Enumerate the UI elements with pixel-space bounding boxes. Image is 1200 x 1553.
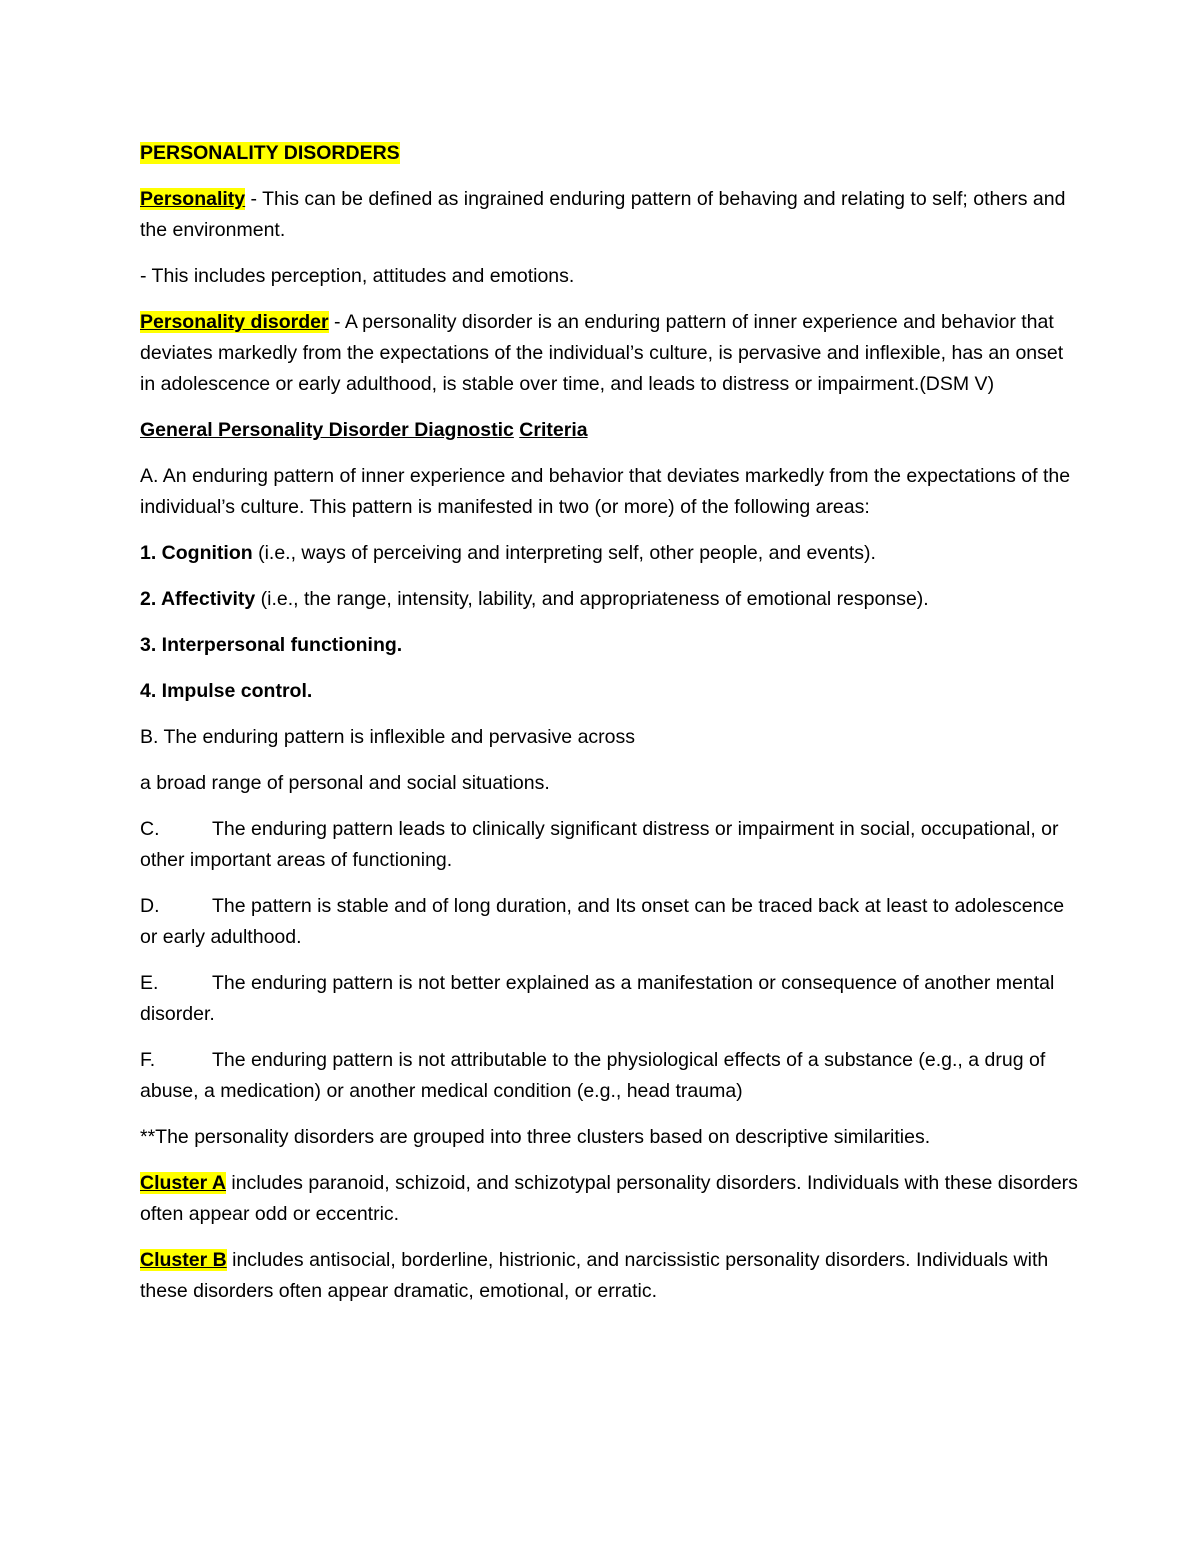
criteria-heading xyxy=(140,415,1080,446)
personality-disorder-definition-text: - A personality disorder is an enduring pattern of inner experience and behavior that deviates markedly from the expectations of the individual’s culture, is pervasive and inflexible, has an onset in adolescence or early adulthood, is stable over time, and leads to distress or impairment.(DSM V) xyxy=(140,311,1064,395)
clusters-intro: **The personality disorders are grouped into three clusters based on descriptive similarities. xyxy=(140,1126,931,1148)
criteria-heading-part1: General Personality Disorder Diagnostic xyxy=(140,419,514,441)
criterion-letter: C. xyxy=(140,818,160,840)
personality-disorder-term: Personality disorder xyxy=(140,311,329,333)
area-label: 2. Affectivity xyxy=(140,588,256,610)
area-text: (i.e., the range, intensity, lability, and appropriateness of emotional response). xyxy=(255,588,929,610)
area-item xyxy=(140,676,1080,707)
criterion-text: The enduring pattern is not better explained as a manifestation or consequence of another mental disorder. xyxy=(140,972,1055,1025)
area-item xyxy=(140,584,1080,615)
personality-disorder-definition xyxy=(140,307,1080,400)
criterion-b-line2: a broad range of personal and social situations. xyxy=(140,772,550,794)
personality-definition xyxy=(140,184,1080,246)
cluster-b-term: Cluster B xyxy=(140,1249,227,1271)
personality-definition-text: - This can be defined as ingrained enduring pattern of behaving and relating to self; others and the environment. xyxy=(140,188,1066,241)
document-title: PERSONALITY DISORDERS xyxy=(140,142,400,164)
criterion-f xyxy=(140,1045,1080,1107)
cluster-b-paragraph xyxy=(140,1245,1080,1307)
area-item xyxy=(140,630,1080,661)
cluster-a-text: includes paranoid, schizoid, and schizotypal personality disorders. Individuals with these disorders often appear odd or eccentric. xyxy=(140,1172,1078,1225)
area-text: (i.e., ways of perceiving and interpreting self, other people, and events). xyxy=(252,542,876,564)
cluster-b-text: includes antisocial, borderline, histrionic, and narcissistic personality disorders. Individuals with these disorders often appear dramatic, emotional, or erratic. xyxy=(140,1249,1049,1302)
criterion-letter: E. xyxy=(140,972,159,994)
criteria-heading-part2: Criteria xyxy=(519,419,588,441)
criterion-d xyxy=(140,891,1080,953)
criterion-text: The enduring pattern is not attributable to the physiological effects of a substance (e.g., a drug of abuse, a medication) or another medical condition (e.g., head trauma) xyxy=(140,1049,1046,1102)
criterion-text: The pattern is stable and of long duration, and Its onset can be traced back at least to adolescence or early adulthood. xyxy=(140,895,1065,948)
area-label: 3. Interpersonal functioning. xyxy=(140,634,403,656)
personality-note: - This includes perception, attitudes and emotions. xyxy=(140,265,575,287)
criterion-e xyxy=(140,968,1080,1030)
criterion-c xyxy=(140,814,1080,876)
criterion-a: A. An enduring pattern of inner experience and behavior that deviates markedly from the expectations of the individual’s culture. This pattern is manifested in two (or more) of the following areas: xyxy=(140,465,1071,518)
criterion-text: The enduring pattern leads to clinically significant distress or impairment in social, occupational, or other important areas of functioning. xyxy=(140,818,1059,871)
cluster-a-paragraph xyxy=(140,1168,1080,1230)
area-item xyxy=(140,538,1080,569)
criterion-b-line1: B. The enduring pattern is inflexible and pervasive across xyxy=(140,726,636,748)
cluster-a-term: Cluster A xyxy=(140,1172,226,1194)
document-page xyxy=(140,138,1080,1322)
area-label: 1. Cognition xyxy=(140,542,253,564)
area-label: 4. Impulse control. xyxy=(140,680,313,702)
criterion-letter: F. xyxy=(140,1049,156,1071)
criterion-letter: D. xyxy=(140,895,160,917)
title-paragraph xyxy=(140,138,1080,169)
personality-term: Personality xyxy=(140,188,246,210)
